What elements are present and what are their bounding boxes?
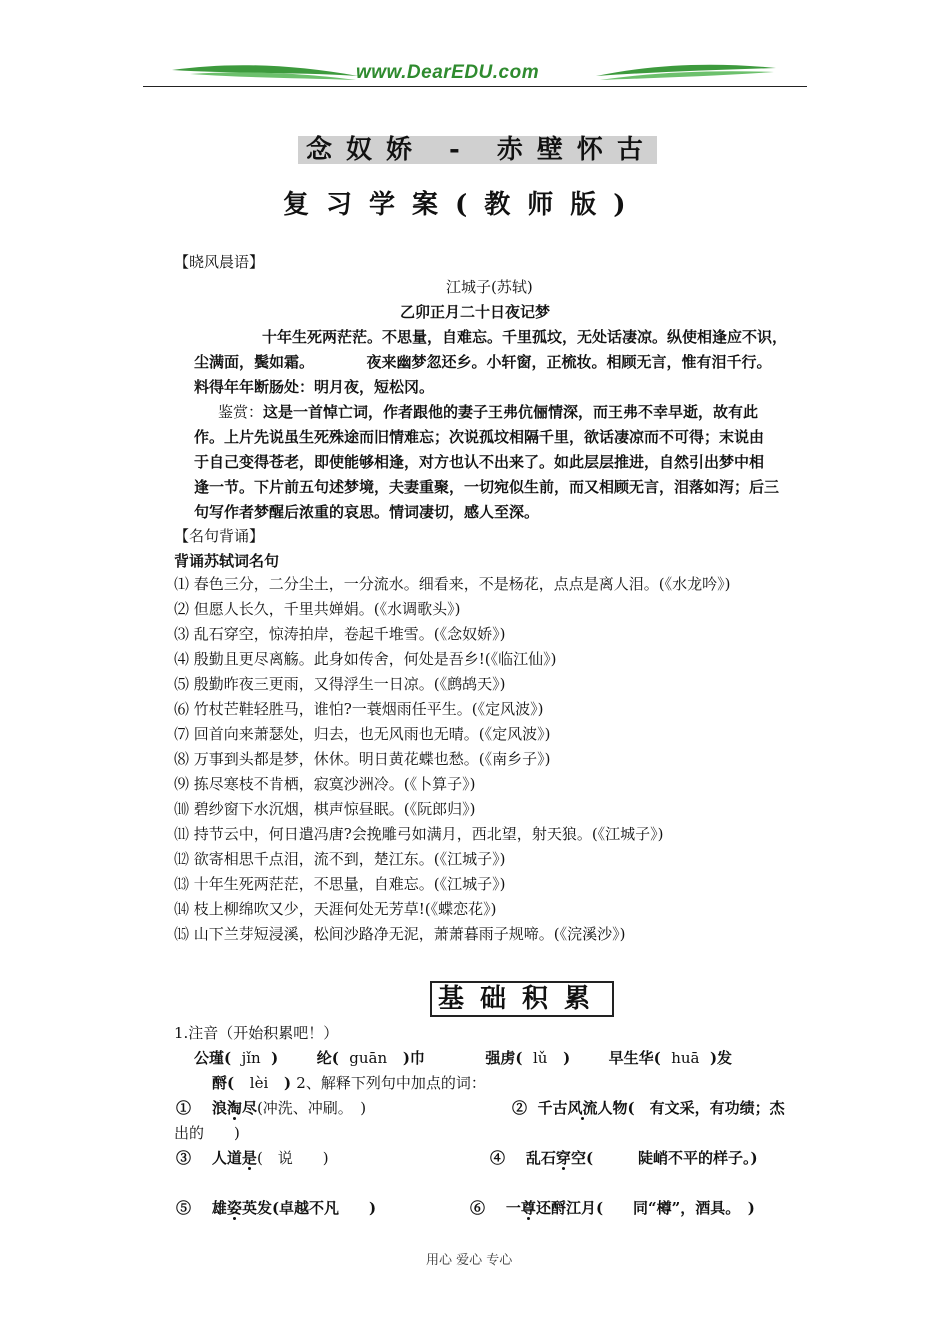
- poem-line: 十年生死两茫茫。不思量，自难忘。千里孤坟，无处话凄凉。纵使相逢应不识，: [262, 328, 788, 346]
- list-item: ⒀ 十年生死两茫茫，不思量，自难忘。(《江城子》): [174, 875, 506, 893]
- q2-item: [512, 1097, 785, 1118]
- site-logo-text[interactable]: www.DearEDU.com: [356, 62, 540, 83]
- text-fragment: 还酹江月: [535, 1199, 596, 1217]
- list-item: ⑾ 持节云中，何日遣冯唐?会挽雕弓如满月，西北望，射天狼。(《江城子》): [174, 825, 664, 843]
- appreciation-line: 于自己变得苍老，即使能够相逢，对方也认不出来了。如此层层推进，自然引出梦中相: [194, 453, 765, 471]
- list-item: ⑿ 欲寄相思千点泪，流不到，楚江东。(《江城子》): [174, 850, 506, 868]
- text-fragment: 是: [241, 1149, 257, 1167]
- q2-item: [176, 1147, 329, 1168]
- pinyin-item: [212, 1074, 291, 1092]
- text-fragment: 乱石: [525, 1149, 556, 1167]
- pinyin-item: [317, 1049, 425, 1067]
- text-fragment: ⑥: [470, 1199, 486, 1217]
- document-subtitle: 复习学案(教师版): [283, 190, 643, 220]
- text-fragment: ): [271, 1049, 279, 1067]
- appreciation-label: 鉴赏：: [218, 403, 264, 421]
- text-fragment: ②: [512, 1099, 528, 1117]
- list-item: ⒁ 枝上柳绵吹又少，天涯何处无芳草!(《蝶恋花》): [174, 900, 497, 918]
- pinyin-row: [194, 1047, 732, 1068]
- text-fragment: ( 同“樽”，酒具。 ): [595, 1199, 755, 1217]
- text-fragment: 公瑾(: [194, 1049, 232, 1067]
- text-fragment: ①: [176, 1099, 192, 1117]
- text-fragment: ( 有文采，有功绩；杰: [627, 1099, 785, 1117]
- text-fragment: ( 说 ): [256, 1149, 329, 1167]
- pinyin-item: [485, 1049, 570, 1067]
- quotes-list: [174, 572, 730, 947]
- logo-left-swoosh-icon: [170, 60, 360, 86]
- text-fragment: ): [283, 1074, 292, 1092]
- text-fragment: 早生华(: [608, 1049, 661, 1067]
- text-fragment: (冲洗、冲刷。 ): [256, 1099, 367, 1117]
- text-fragment: lǔ: [532, 1049, 548, 1067]
- q2-item-continuation: 出的 ): [174, 1124, 240, 1142]
- text-fragment: 人道: [211, 1149, 242, 1167]
- text-fragment: 酹(: [212, 1074, 235, 1092]
- list-item: ⑷ 殷勤且更尽离觞。此身如传舍，何处是吾乡!(《临江仙》): [174, 650, 557, 668]
- pinyin-item: [194, 1049, 278, 1067]
- appreciation-line: 逢一节。下片前五句述梦境，夫妻重聚，一切宛似生前，而又相顾无言，泪落如泻；后三: [194, 478, 780, 496]
- header-divider: [143, 86, 807, 87]
- text-fragment: 人物: [597, 1099, 628, 1117]
- q2-item: [176, 1197, 376, 1218]
- list-item: ⑹ 竹杖芒鞋轻胜马，谁怕?一蓑烟雨任平生。(《定风波》): [174, 700, 544, 718]
- q2-item: [176, 1097, 366, 1118]
- text-fragment: 尊: [520, 1199, 536, 1217]
- text-fragment: ): [563, 1049, 571, 1067]
- appreciation-line: 句写作者梦醒后浓重的哀思。情词凄切，感人至深。: [194, 503, 540, 521]
- basics-box-title: 基础积累: [430, 981, 614, 1017]
- text-fragment: 空: [570, 1149, 586, 1167]
- pinyin-row-2: [212, 1072, 486, 1093]
- text-fragment: lèi: [249, 1074, 269, 1092]
- poem-line: 料得年年断肠处：明月夜，短松冈。: [194, 378, 435, 396]
- logo-right-swoosh-icon: [594, 60, 778, 86]
- text-fragment: 纶(: [316, 1049, 339, 1067]
- text-fragment: huā: [671, 1049, 700, 1067]
- text-fragment: 英发: [241, 1199, 272, 1217]
- list-item: ⑺ 回首向来萧瑟处，归去，也无风雨也无晴。(《定风波》): [174, 725, 551, 743]
- list-item: ⒂ 山下兰芽短浸溪，松间沙路净无泥，萧萧暮雨子规啼。(《浣溪沙》): [174, 925, 626, 943]
- list-item: ⑸ 殷勤昨夜三更雨，又得浮生一日凉。(《鹧鸪天》): [174, 675, 506, 693]
- text-fragment: ④: [490, 1149, 506, 1167]
- text-fragment: 穿: [555, 1149, 571, 1167]
- list-item: ⑽ 碧纱窗下水沉烟，棋声惊昼眠。(《阮郎归》): [174, 800, 476, 818]
- text-fragment: 千古: [537, 1099, 568, 1117]
- text-fragment: jǐn: [241, 1049, 261, 1067]
- list-item: ⑴ 春色三分，二分尘土，一分流水。细看来，不是杨花，点点是离人泪。(《水龙吟》): [174, 575, 731, 593]
- appreciation-line: [218, 401, 758, 422]
- text-fragment: 淘: [226, 1099, 242, 1117]
- text-fragment: 一: [505, 1199, 521, 1217]
- list-item: ⑻ 万事到头都是梦，休休。明日黄花蝶也愁。(《南乡子》): [174, 750, 551, 768]
- text-fragment: 风流: [567, 1099, 598, 1117]
- text-fragment: 雄: [211, 1199, 227, 1217]
- poem-title: 江城子(苏轼): [446, 278, 533, 296]
- text-fragment: 强虏(: [485, 1049, 523, 1067]
- q1-label: 1.注音（开始积累吧！）: [174, 1024, 339, 1042]
- section-label-quotes: 【名句背诵】: [174, 527, 265, 545]
- pinyin-item: [609, 1049, 732, 1067]
- list-item: ⑼ 拣尽寒枝不肯栖，寂寞沙洲冷。(《卜算子》): [174, 775, 476, 793]
- q2-label: 2、解释下列句中加点的词：: [296, 1074, 486, 1092]
- q2-item: [470, 1197, 755, 1218]
- appreciation-text: 这是一首悼亡词，作者跟他的妻子王弗伉俪情深，而王弗不幸早逝，故有此: [263, 403, 759, 421]
- text-fragment: ( 陡峭不平的样子。): [585, 1149, 758, 1167]
- document-title: 念奴娇 - 赤壁怀古: [298, 136, 657, 164]
- appreciation-line: 作。上片先说虽生死殊途而旧情难忘；次说孤坟相隔千里，欲话凄凉而不可得；末说由: [194, 428, 765, 446]
- page-footer: 用心 爱心 专心: [426, 1253, 513, 1268]
- text-fragment: ⑤: [176, 1199, 192, 1217]
- list-item: ⑶ 乱石穿空，惊涛拍岸，卷起千堆雪。(《念奴娇》): [174, 625, 506, 643]
- text-fragment: )巾: [402, 1049, 425, 1067]
- text-fragment: )发: [709, 1049, 733, 1067]
- q2-item: [490, 1147, 758, 1168]
- section-label-morning: 【晓风晨语】: [174, 253, 265, 271]
- text-fragment: (卓越不凡 ): [271, 1199, 377, 1217]
- poem-subtitle: 乙卯正月二十日夜记梦: [400, 303, 551, 321]
- text-fragment: ③: [176, 1149, 192, 1167]
- text-fragment: guān: [349, 1049, 388, 1067]
- text-fragment: 浪: [211, 1099, 227, 1117]
- list-item: ⑵ 但愿人长久，千里共婵娟。(《水调歌头》): [174, 600, 461, 618]
- quotes-heading: 背诵苏轼词名句: [174, 552, 280, 570]
- text-fragment: 尽: [241, 1099, 257, 1117]
- text-fragment: 姿: [226, 1199, 242, 1217]
- poem-line: 尘满面，鬓如霜。 夜来幽梦忽还乡。小轩窗，正梳妆。相顾无言，惟有泪千行。: [194, 353, 772, 371]
